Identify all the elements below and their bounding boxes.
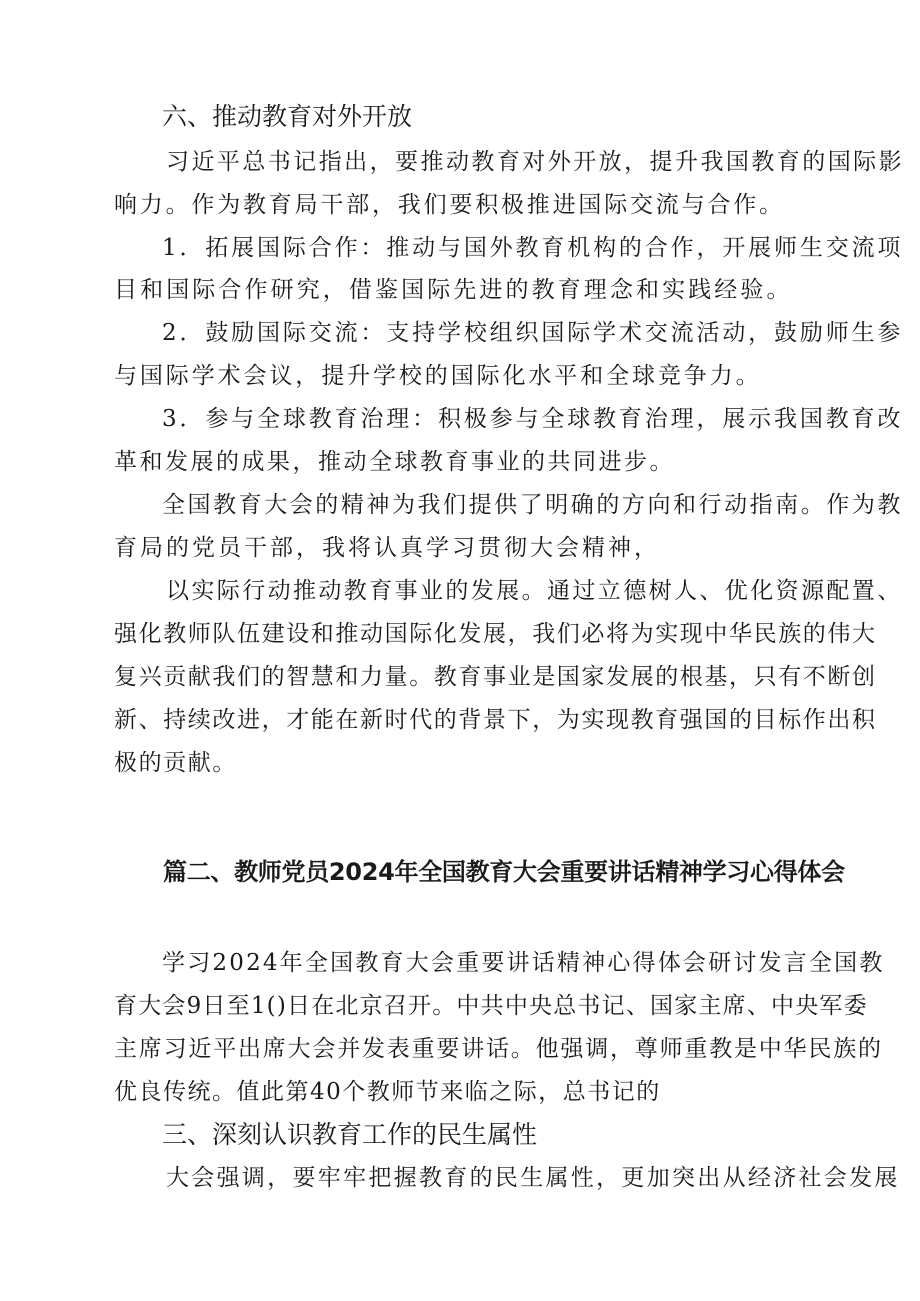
list-item-line: 目和国际合作研究，借鉴国际先进的教育理念和实践经验。 [114, 277, 793, 303]
list-item-line: 1．拓展国际合作：推动与国外教育机构的合作，开展师生交流项 [162, 235, 904, 261]
paragraph-line: 主席习近平出席大会并发表重要讲话。他强调，尊师重教是中华民族的 [114, 1036, 883, 1062]
paragraph-line: 以实际行动推动教育事业的发展。通过立德树人、优化资源配置、 [166, 578, 903, 604]
paragraph-line: 极的贡献。 [114, 750, 237, 776]
paragraph-line: 育大会9日至1()日在北京召开。中共中央总书记、国家主席、中央军委 [114, 993, 868, 1019]
paragraph-line: 习近平总书记指出，要推动教育对外开放，提升我国教育的国际影 [166, 149, 905, 175]
paragraph-line: 新、持续改进，才能在新时代的背景下，为实现教育强国的目标作出积 [114, 707, 877, 733]
section-heading: 六、推动教育对外开放 [162, 102, 413, 131]
list-item-line: 与国际学术会议，提升学校的国际化水平和全球竞争力。 [114, 363, 762, 389]
paragraph-line: 强化教师队伍建设和推动国际化发展，我们必将为实现中华民族的伟大 [114, 621, 877, 647]
list-item-line: 3．参与全球教育治理：积极参与全球教育治理，展示我国教育改 [162, 406, 904, 432]
paragraph-line: 全国教育大会的精神为我们提供了明确的方向和行动指南。作为教 [162, 492, 903, 518]
list-item-line: 2．鼓励国际交流：支持学校组织国际学术交流活动，鼓励师生参 [162, 320, 904, 346]
paragraph-line: 复兴贡献我们的智慧和力量。教育事业是国家发展的根基，只有不断创 [114, 664, 877, 690]
paragraph-line: 大会强调，要牢牢把握教育的民生属性，更加突出从经济社会发展 [166, 1165, 900, 1191]
list-item-line: 革和发展的成果，推动全球教育事业的共同进步。 [114, 449, 675, 475]
paragraph-line: 学习2024年全国教育大会重要讲话精神心得体会研讨发言全国教 [162, 950, 885, 976]
paragraph-line: 育局的党员干部，我将认真学习贯彻大会精神， [114, 535, 660, 561]
article-title: 篇二、教师党员2024年全国教育大会重要讲话精神学习心得体会 [163, 858, 845, 886]
section-heading: 三、深刻认识教育工作的民生属性 [162, 1120, 538, 1149]
paragraph-line: 优良传统。值此第40个教师节来临之际，总书记的 [114, 1079, 661, 1105]
paragraph-line: 响力。作为教育局干部，我们要积极推进国际交流与合作。 [114, 192, 785, 218]
